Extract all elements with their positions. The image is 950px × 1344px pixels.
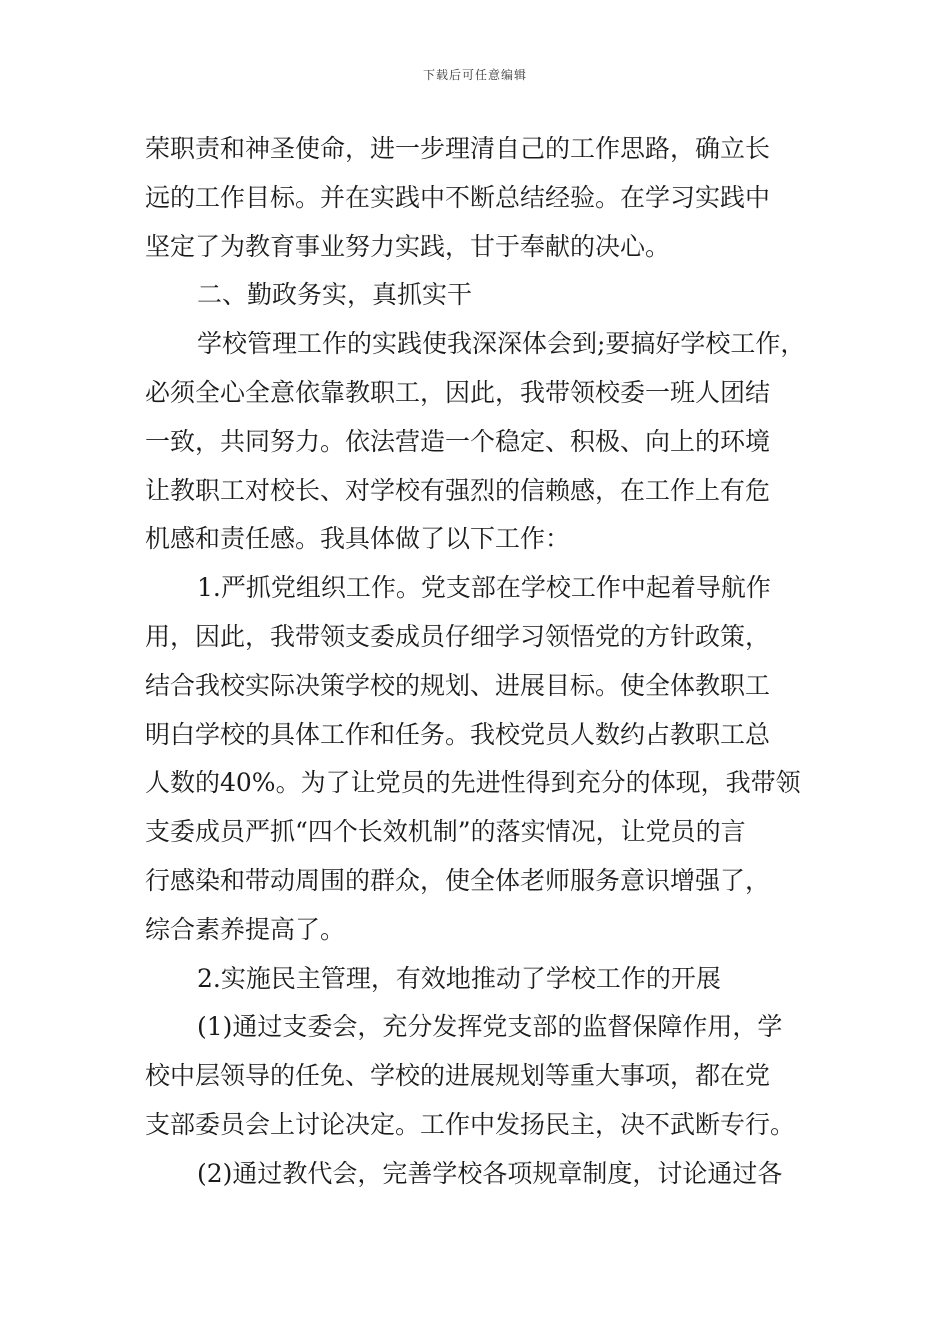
text-line: 学校管理工作的实践使我深深体会到;要搞好学校工作， [197,329,806,359]
text-line: 明白学校的具体工作和任务。我校党员人数约占教职工总 [145,719,771,749]
page-header: 下载后可任意编辑 [422,68,527,82]
text-line: 行感染和带动周围的群众，使全体老师服务意识增强了， [145,865,771,895]
text-line: 支部委员会上讨论决定。工作中发扬民主，决不武断专行。 [145,1109,796,1139]
text-line: 综合素养提高了。 [145,914,346,944]
text-line: 远的工作目标。并在实践中不断总结经验。在学习实践中 [145,182,771,212]
text-line: 2.实施民主管理，有效地推动了学校工作的开展 [197,963,721,993]
text-line: 1.严抓党组织工作。党支部在学校工作中起着导航作 [197,573,771,603]
text-line: 让教职工对校长、对学校有强烈的信赖感，在工作上有危 [145,475,771,505]
text-line: (1)通过支委会，充分发挥党支部的监督保障作用，学 [197,1012,783,1042]
text-line: 必须全心全意依靠教职工，因此，我带领校委一班人团结 [145,377,771,407]
text-line: 一致，共同努力。依法营造一个稳定、积极、向上的环境 [145,426,771,456]
text-line: 结合我校实际决策学校的规划、进展目标。使全体教职工 [145,670,771,700]
text-line: 机感和责任感。我具体做了以下工作： [145,524,571,554]
document-body [145,125,813,1199]
text-line: 荣职责和神圣使命，进一步理清自己的工作思路，确立长 [145,134,771,163]
section-heading: 二、勤政务实，真抓实干 [197,280,473,310]
text-line: 校中层领导的任免、学校的进展规划等重大事项，都在党 [145,1061,771,1091]
text-line: 人数的40%。为了让党员的先进性得到充分的体现，我带领 [145,768,801,798]
text-line: (2)通过教代会，完善学校各项规章制度，讨论通过各 [197,1158,783,1188]
text-line: 支委成员严抓“四个长效机制”的落实情况，让党员的言 [145,817,746,847]
text-line: 用，因此，我带领支委成员仔细学习领悟党的方针政策， [145,621,771,651]
text-line: 坚定了为教育事业努力实践，甘于奉献的决心。 [145,231,671,261]
